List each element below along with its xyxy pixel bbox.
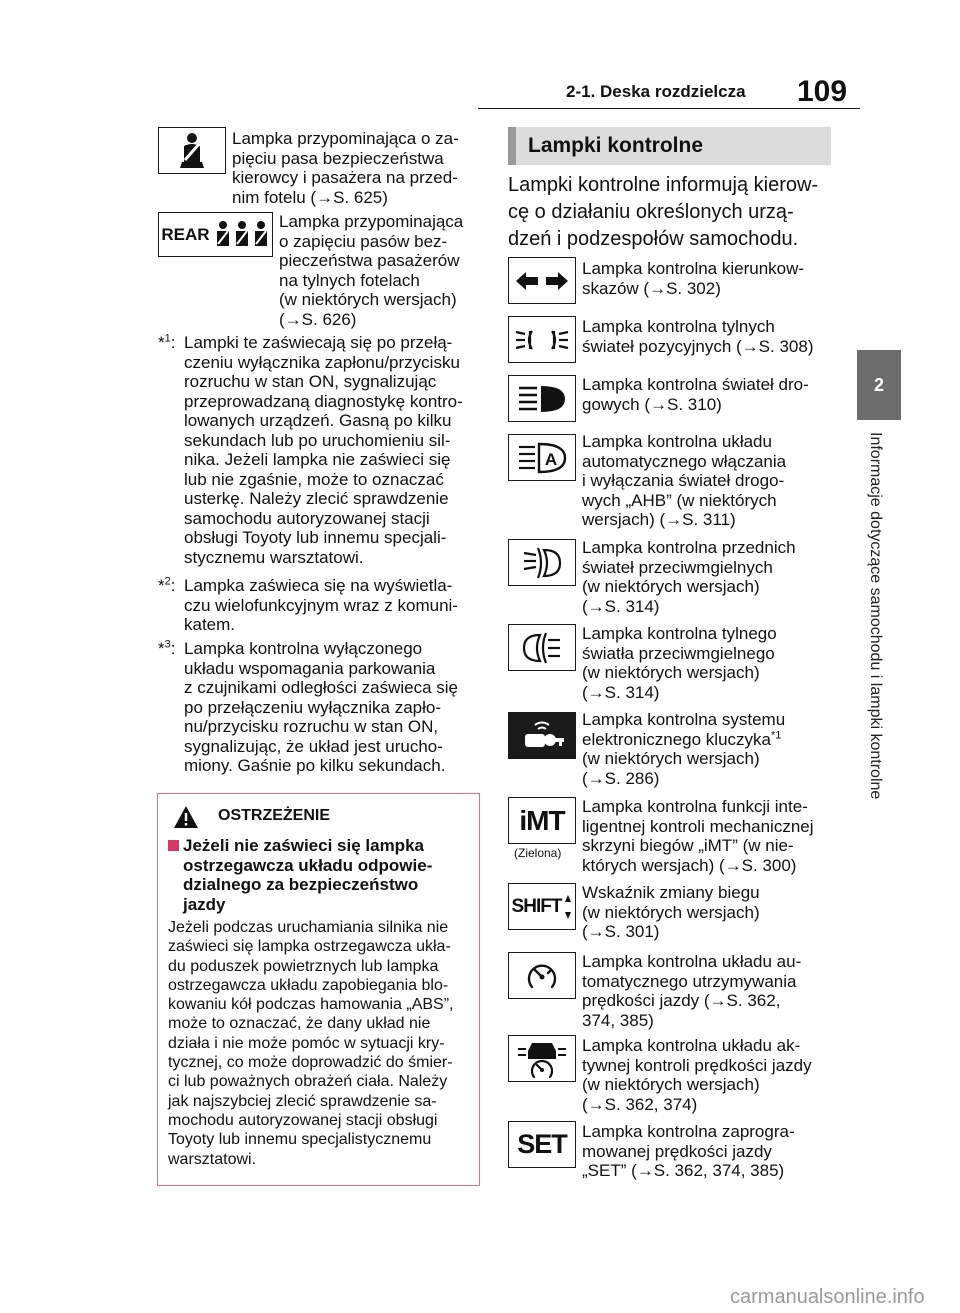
rear-fog-description — [582, 624, 777, 702]
text-line: 374, 385) — [582, 1010, 654, 1030]
warning-body — [168, 918, 453, 1169]
text-line: pieczeństwa pasażerów — [279, 251, 460, 270]
text-line: elektronicznego kluczyka$^{*1}$ — [582, 728, 782, 749]
text-line: (w niektórych wersjach) — [582, 663, 760, 682]
text-line: skrzyni biegów „iMT” (w nie- — [582, 836, 794, 855]
banner-title: Lampki kontrolne — [528, 134, 704, 157]
text-line: świateł przeciwmgielnych — [582, 557, 773, 577]
asterisk: * — [158, 333, 165, 352]
rear-fog-light-icon — [508, 624, 576, 671]
footnote-mark: *$^2$: — [158, 575, 176, 595]
header-rule — [478, 108, 860, 109]
footnote-text — [184, 576, 458, 635]
shift-label: SHIFT — [511, 895, 562, 917]
smart-key-description — [582, 710, 785, 788]
text-line: sygnalizując, że układ jest urucho- — [184, 736, 443, 756]
text-line: lowanych urządzeń. Gasną po kilku — [184, 411, 452, 430]
text-line: wersjach) (→S. 311) — [582, 510, 736, 529]
text-line: (w niektórych wersjach) — [582, 902, 760, 922]
text-line: skazów (→S. 302) — [582, 278, 721, 298]
svg-text:A: A — [544, 449, 558, 469]
text-line: Jeżeli podczas uruchamiania silnika nie — [168, 919, 449, 936]
text-line: samochodu autoryzowanej stacji — [184, 508, 430, 528]
warning-box — [157, 793, 480, 1186]
section-banner — [508, 127, 831, 165]
text-line: kierowcy i pasażera na przed- — [232, 168, 458, 187]
text-line: jak najszybciej zlecić sprawdzenie sa- — [168, 1092, 437, 1110]
turn-signal-description — [582, 259, 804, 298]
tail-lights-icon — [508, 316, 576, 363]
text-line: wych „AHB” (w niektórych — [582, 490, 777, 510]
imt-description — [582, 797, 814, 875]
seatbelt-description — [232, 129, 459, 207]
text-line: stycznemu warsztatowi. — [184, 547, 364, 567]
asterisk: * — [158, 639, 165, 658]
text-line: Lampka kontrolna wyłączonego — [184, 639, 423, 658]
text-line: Lampki kontrolne informują kierow- — [508, 174, 819, 196]
text-line: (w niektórych wersjach) — [279, 290, 457, 309]
text-line: ligentnej kontroli mechanicznej — [582, 816, 814, 836]
watermark: carmanualsonline.info — [730, 1286, 925, 1308]
smart-key-icon — [508, 712, 576, 759]
footnote-ref: *1 — [770, 728, 782, 741]
text-line: świateł pozycyjnych (→S. 308) — [582, 336, 814, 356]
set-speed-icon — [508, 1121, 576, 1168]
footnote-mark: *$^3$: — [158, 638, 176, 658]
text-line: czu wielofunkcyjnym wraz z komuni- — [184, 595, 458, 615]
text-line: „SET” (→S. 362, 374, 385) — [582, 1161, 785, 1180]
text-line: światła przeciwmgielnego — [582, 643, 775, 663]
text-line: o zapięciu pasów bez- — [279, 231, 448, 251]
seatbelt-icon — [158, 127, 226, 174]
text-line: ci lub poważnych obrażeń ciała. Należy — [168, 1073, 448, 1091]
cruise-control-description — [582, 952, 801, 1030]
text-line: Toyoty lub innemu specjalistycznemu — [168, 1131, 432, 1149]
text-line: (→S. 314) — [582, 682, 660, 702]
cruise-control-icon — [508, 952, 576, 999]
text-line: obsługi Toyoty lub innemu specjali- — [184, 528, 447, 547]
footnote-mark: *$^1$: — [158, 332, 176, 352]
text-line: (→S. 362, 374) — [582, 1094, 698, 1114]
warning-triangle-icon — [173, 805, 199, 829]
text-line: Lampka kontrolna świateł dro- — [582, 375, 809, 394]
text-line: dzeń i podzespołów samochodu. — [508, 228, 799, 250]
shift-indicator-icon — [508, 883, 576, 930]
text-line: Lampka kontrolna układu — [582, 432, 772, 451]
text-line: (→S. 314) — [582, 596, 660, 616]
text-line: (w niektórych wersjach) — [582, 749, 760, 768]
text-line: tomatycznego utrzymywania — [582, 971, 797, 991]
footnote-number: 1 — [164, 332, 171, 345]
intro-paragraph — [508, 172, 818, 253]
auto-high-beam-icon — [508, 434, 576, 481]
text-line: działa i nie może pomóc w sytuacji kry- — [168, 1034, 445, 1052]
up-down-arrows-icon — [564, 894, 572, 920]
imt-color-caption: (Zielona) — [514, 846, 562, 860]
text-line: Lampka przypominająca o za- — [232, 129, 459, 148]
chapter-title: Informacje dotyczące samochodu i lampki kontrolne — [867, 432, 884, 800]
text-line: Lampka kontrolna tylnych — [582, 317, 775, 336]
text-line: czeniu wyłącznika zapłonu/przycisku — [184, 352, 460, 372]
chapter-tab — [857, 350, 901, 420]
text-line: lub nie zgaśnie, może to oznaczać — [184, 469, 444, 489]
text-line: Lampka kontrolna funkcji inte- — [582, 797, 808, 816]
text-line: Lampka kontrolna zaprogra- — [582, 1122, 795, 1141]
text-line: katem. — [184, 615, 236, 634]
rear-label: REAR — [161, 224, 210, 244]
text-line: Lampka kontrolna kierunkow- — [582, 259, 805, 278]
set-speed-description — [582, 1122, 795, 1181]
text-line: Lampka zaświeca się na wyświetla- — [184, 576, 453, 595]
text-line: gowych (→S. 310) — [582, 394, 722, 414]
text-line: (w niektórych wersjach) — [582, 1075, 760, 1094]
shift-description — [582, 883, 760, 942]
text-line: nim fotelu (→S. 625) — [232, 187, 388, 207]
text-line: Lampka kontrolna układu ak- — [582, 1036, 801, 1055]
chapter-number: 2 — [873, 374, 884, 395]
warning-subtitle — [168, 836, 432, 914]
text-line: z czujnikami odległości zaświeca się — [184, 678, 459, 697]
footnote-text — [184, 333, 463, 567]
text-line: sekundach lub po uruchomieniu sil- — [184, 430, 451, 450]
warning-title: OSTRZEŻENIE — [218, 807, 331, 824]
text-line: automatycznego włączania — [582, 451, 787, 471]
text-line: kowaniu kół podczas hamowania „ABS”, — [168, 996, 454, 1014]
text-line: może to oznaczać, że dany układ nie — [168, 1015, 431, 1033]
set-label: SET — [517, 1129, 567, 1159]
text-line: Lampka przypominająca — [279, 212, 464, 231]
text-line: ostrzegawcza układu zapobiegania blo- — [168, 976, 449, 994]
adaptive-cruise-description — [582, 1036, 812, 1114]
text-line: mowanej prędkości jazdy — [582, 1141, 772, 1161]
text-line: (→S. 286) — [582, 768, 660, 788]
text-line: warsztatowi. — [168, 1150, 257, 1168]
text-line: Lampka kontrolna systemu — [582, 710, 786, 729]
text-line: nu/przycisku rozruchu w stan ON, — [184, 717, 439, 736]
page-number: 109 — [797, 75, 848, 108]
text-line: na tylnych fotelach — [279, 270, 420, 290]
text-line: Lampki te zaświecają się po przełą- — [184, 333, 453, 352]
tail-lights-description — [582, 317, 813, 356]
text-line: du poduszek powietrznych lub lampka — [168, 957, 439, 975]
footnote-text — [184, 639, 458, 776]
text-span: Jeżeli nie zaświeci się lampka — [183, 836, 424, 855]
text-line: prędkości jazdy (→S. 362, — [582, 991, 781, 1010]
footnote-1 — [158, 333, 478, 573]
text-line: pięciu pasa bezpieczeństwa — [232, 148, 444, 168]
text-line: (w niektórych wersjach) — [582, 577, 760, 596]
high-beam-description — [582, 375, 809, 414]
auto-high-beam-description — [582, 432, 786, 530]
text-line: (→S. 626) — [279, 309, 357, 329]
imt-icon — [508, 797, 576, 844]
text-line: (→S. 301) — [582, 922, 660, 941]
front-fog-description — [582, 538, 796, 616]
turn-signal-arrows-icon — [508, 257, 576, 304]
text-line: cę o działaniu określonych urzą- — [508, 201, 794, 223]
text-line: dzialnego za bezpieczeństwo — [183, 875, 419, 894]
text-line: miony. Gaśnie po kilku sekundach. — [184, 756, 446, 775]
text-line: zaświeci się lampka ostrzegawcza ukła- — [168, 938, 451, 956]
square-bullet-icon — [168, 840, 179, 851]
text-line: Lampka kontrolna układu au- — [582, 952, 802, 971]
section-title: 2-1. Deska rozdzielcza — [566, 82, 746, 101]
imt-label: iMT — [519, 804, 565, 836]
footnote-2 — [158, 576, 478, 636]
text-line: których wersjach) (→S. 300) — [582, 855, 797, 875]
high-beam-icon — [508, 375, 576, 422]
text-line: nika. Jeżeli lampka nie zaświeci się — [184, 450, 451, 469]
front-fog-light-icon — [508, 539, 576, 586]
asterisk: * — [158, 576, 165, 595]
text-line: Lampka kontrolna przednich — [582, 538, 796, 557]
text-line: ostrzegawcza układu odpowie- — [183, 855, 433, 875]
text-line: po przełączeniu wyłącznika zapło- — [184, 697, 442, 717]
text-line: Wskaźnik zmiany biegu — [582, 883, 760, 902]
text-line: i wyłączania świateł drogo- — [582, 471, 785, 490]
text-line — [168, 836, 432, 856]
adaptive-cruise-icon — [508, 1035, 576, 1082]
text-line: układu wspomagania parkowania — [184, 658, 436, 678]
text-line: usterkę. Należy zlecić sprawdzenie — [184, 489, 449, 508]
text-line: tywnej kontroli prędkości jazdy — [582, 1055, 812, 1075]
text-line: mochodu autoryzowanej stacji obsługi — [168, 1111, 438, 1129]
text-line: przeprowadzaną diagnostykę kontro- — [184, 391, 463, 411]
text-line: tycznej, co może doprowadzić do śmier- — [168, 1054, 453, 1072]
footnote-number: 3 — [164, 638, 171, 651]
text-line: jazdy — [183, 894, 226, 914]
rear-seatbelt-icon — [158, 212, 273, 257]
footnote-number: 2 — [164, 575, 171, 588]
text-line: Lampka kontrolna tylnego — [582, 624, 777, 643]
rear-seatbelt-description — [279, 212, 463, 329]
text-line: rozruchu w stan ON, sygnalizując — [184, 372, 437, 391]
footnote-3 — [158, 639, 478, 779]
